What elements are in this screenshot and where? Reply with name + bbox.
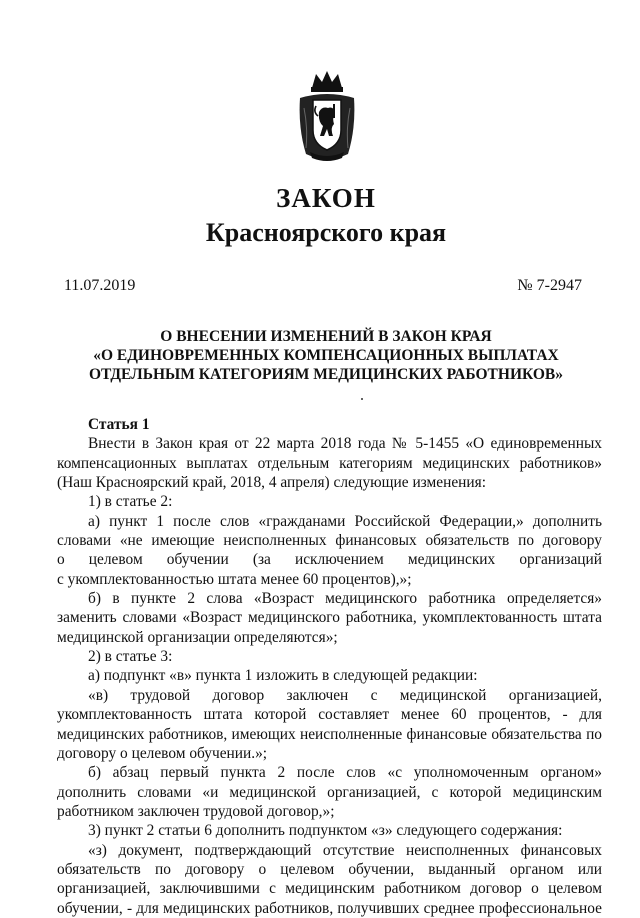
paragraph (57, 589, 602, 647)
text-line: медицинской организации определяются»; (57, 628, 338, 646)
text-line: договору о целевом обучении.»; (57, 744, 268, 762)
text-line: укомплектованность штата которой составляет менее 60 процентов, - для (57, 706, 602, 724)
text-line: «з) документ, подтверждающий отсутствие неисполненных финансовых (88, 841, 602, 859)
paragraph (57, 647, 602, 666)
stray-mark (361, 398, 363, 400)
paragraph (57, 666, 602, 685)
text-line: 1) в статье 2: (88, 493, 173, 511)
paragraph (57, 434, 602, 492)
text-line: организацией, заключившими с медицинским работником договор о целевом (57, 880, 602, 898)
paragraph (57, 492, 602, 511)
paragraph (57, 763, 602, 821)
paragraph (57, 512, 602, 589)
document-title: ЗАКОН (276, 183, 376, 213)
text-line: б) в пункте 2 слова «Возраст медицинского работника определяется» (88, 590, 602, 608)
text-line: с укомплектованностью штата менее 60 процентов),»; (57, 570, 412, 588)
heading-line: ОТДЕЛЬНЫМ КАТЕГОРИЯМ МЕДИЦИНСКИХ РАБОТНИКОВ» (88, 366, 564, 383)
paragraph (57, 686, 602, 763)
law-number: № 7-2947 (517, 277, 582, 294)
text-line: (Наш Красноярский край, 2018, 4 апреля) следующие изменения: (57, 474, 487, 492)
text-line: Внести в Закон края от 22 марта 2018 года № 5-1455 «О единовременных (88, 435, 602, 453)
text-line: обучении, - для медицинских работников, получивших среднее профессиональное (57, 899, 602, 917)
text-line: словами «не имеющие неисполненных финансовых обязательств по договору (57, 532, 602, 550)
text-line: медицинских работников, имеющих неисполненные финансовые обязательства по (57, 725, 602, 743)
text-line: работником заключен трудовой договор,»; (57, 802, 335, 820)
document-subtitle: Красноярского края (205, 218, 447, 247)
text-line: б) абзац первый пункта 2 после слов «с уполномоченным органом» (88, 764, 602, 782)
text-line: 3) пункт 2 статьи 6 дополнить подпунктом «з» следующего содержания: (88, 822, 563, 840)
text-line: обязательств по договору о целевом обучении, выданный органом или (57, 860, 602, 878)
law-date: 11.07.2019 (64, 277, 136, 294)
text-line: о целевом обучении (за исключением медицинских организаций (57, 551, 602, 569)
text-line: а) пункт 1 после слов «гражданами Российской Федерации,» дополнить (88, 512, 602, 530)
text-line: заменить словами «Возраст медицинского работника, укомплектованность штата (57, 609, 602, 627)
text-line: 2) в статье 3: (88, 648, 173, 666)
heading-line: «О ЕДИНОВРЕМЕННЫХ КОМПЕНСАЦИОННЫХ ВЫПЛАТАХ (93, 347, 559, 364)
text-line: а) подпункт «в» пункта 1 изложить в следующей редакции: (88, 667, 478, 685)
paragraph (57, 821, 602, 840)
text-line: дополнить словами «и медицинской организацией, с которой медицинским (57, 783, 602, 801)
heading-line: О ВНЕСЕНИИ ИЗМЕНЕНИЙ В ЗАКОН КРАЯ (160, 328, 492, 345)
law-heading (0, 327, 640, 384)
article-title: Статья 1 (88, 416, 150, 433)
document-body (57, 415, 602, 918)
coat-of-arms-icon (296, 68, 358, 164)
text-line: компенсационных выплатах отдельным категориям медицинских работников» (57, 454, 602, 472)
paragraph (57, 841, 602, 918)
text-line: «в) трудовой договор заключен с медицинской организацией, (88, 686, 602, 704)
